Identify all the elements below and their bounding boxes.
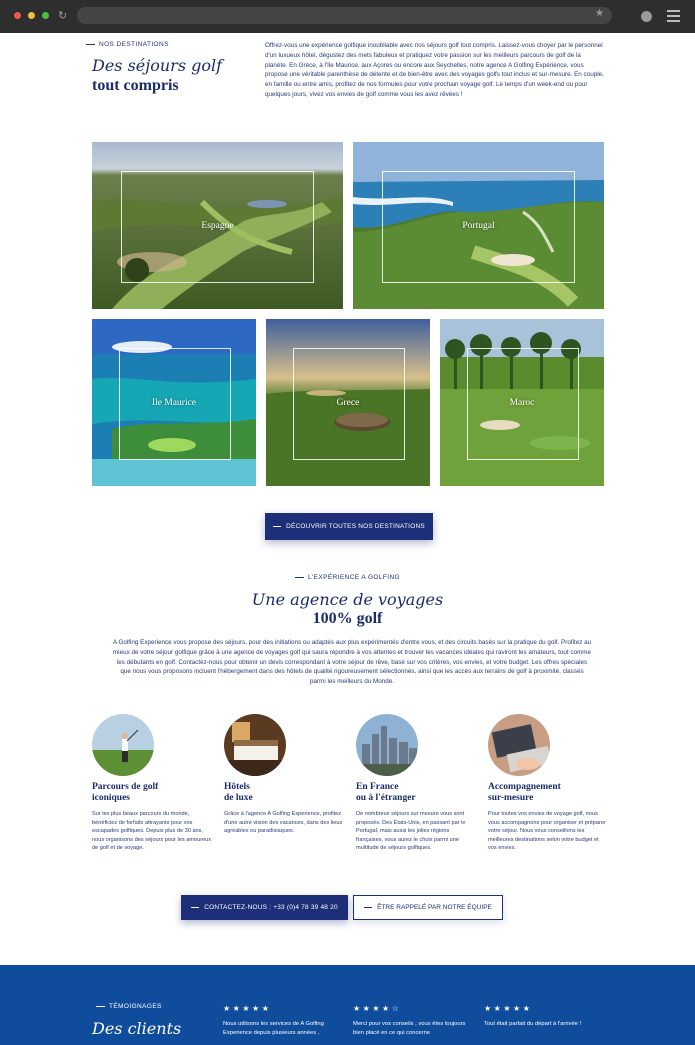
star-rating-icon: ★★★★★ [484,1004,533,1013]
city-skyline-photo [356,714,418,776]
feature-tailor-made [488,714,608,853]
title-line-2: tout compris [92,77,179,94]
title-line-1: Une agence de voyages [251,590,444,609]
star-rating-icon: ★★★★☆ [353,1004,402,1013]
dash-icon [273,526,281,527]
destination-label: Espagne [201,220,234,231]
feature-description: Pour toutes vos envies de voyage golf, nous vous accompagnons pour organiser et préparer votre séjour. Nous vous conseillons les meilleures destinations selon votre budget et vos envies. [488,811,606,852]
section-kicker-destinations: NOS DESTINATIONS [86,41,169,48]
section-title-testimonials: Des clients [92,1019,182,1038]
golfer-photo [92,714,154,776]
feature-description: Grâce à l'agence A Golfing Experience, profitez d'une autre vision des vacances, dans des lieux agréables ou paradisiaques. [224,811,343,835]
testimonial-text: Tout était parfait du départ à l'arrivée ! [484,1021,582,1027]
star-icon[interactable]: ★ [595,8,604,19]
laptop-photo [488,714,550,776]
button-label: DÉCOUVRIR TOUTES NOS DESTINATIONS [286,523,425,530]
account-icon[interactable] [641,11,652,22]
destination-label: Maroc [509,397,535,408]
hotel-room-photo [224,714,286,776]
feature-description: De nombreux séjours sur mesure vous sont proposés. Des États-Unis, en passant par le Portugal, mais aussi les jolies régions françaises, vous aurez le choix parmi une multitude de séjours golfiques. [356,811,466,852]
testimonial-card [223,1004,338,1037]
section-title-destinations [92,56,222,96]
destination-card-grece[interactable] [266,319,430,486]
testimonial-card [353,1004,468,1037]
feature-france-abroad [356,714,476,853]
feature-title: Hôtels de luxe [224,782,253,803]
feature-title: Parcours de golf iconiques [92,782,159,803]
destination-label: Ile Maurice [151,397,197,408]
testimonial-card [484,1004,599,1029]
minimize-window-button[interactable] [28,12,35,19]
section-kicker-testimonials: TÉMOIGNAGES [96,1003,162,1010]
maximize-window-button[interactable] [42,12,49,19]
destination-card-ile-maurice[interactable] [92,319,256,486]
button-label: ÊTRE RAPPELÉ PAR NOTRE ÉQUIPE [377,904,492,911]
title-line-2: 100% golf [312,610,383,627]
feature-description: Sur les plus beaux parcours du monde, bénéficiez de forfaits attrayants pour vos escapades golfiques. Depuis plus de 30 ans, nous organisons des séjours pour les amoureux de golf et de voyage. [92,811,212,852]
feature-luxury-hotels [224,714,344,836]
browser-toolbar [0,0,695,33]
agency-paragraph: A Golfing Experience vous propose des séjours, pour des initiations ou adaptés aux plus expérimentés d'entre vous, et des circuits basés sur la pratique du golf. Profitez au mieux de votre séjour golfique grâce à une agence de voyages golf qui saura répondre à vos attentes et trouver les vacances idéales qui raviront les amateurs, tout comme les débutants en golf. Contactez-nous pour obtenir un devis correspondant à votre séjour de rêve, basé sur vos critères, vos envies, et votre budget. Les offres spéciales que nous vous proposons incluent l'hébergement dans des hôtels de qualité rigoureusement sélectionnés, ainsi que les accès aux terrains de golf à proximité, classés parmi les meilleurs du Monde. [112,639,592,686]
feature-golf-courses [92,714,212,853]
dash-icon [191,907,199,908]
destination-card-portugal[interactable] [353,142,604,309]
hamburger-icon[interactable] [667,10,680,25]
star-rating-icon: ★★★★★ [223,1004,272,1013]
destination-label: Grece [336,397,360,408]
title-line-1: Des séjours golf [92,56,223,75]
intro-paragraph: Offrez-vous une expérience golfique inoubliable avec nos séjours golf tout compris. Laissez-vous choyer par le personnel d'un luxueux hôtel, dégustez des mets fabuleux et pratiquez votre passion sur les meilleurs parcours de golf de la planète. En Grèce, à l'île Maurice, aux Açores ou encore aux Seychelles, notre agence A Golfing Expérience, vous propose une véritable parenthèse de détente et de bien-être avec des voyages golfs tout inclus et sur-mesure. En couple, en famille ou entre amis, profitez de nos formules pour votre prochain voyage golf. Le temps d'un week-end ou pour quelques jours, vivez vos envies de golf comme vous les avez rêvées ! [265,42,604,98]
button-label: CONTACTEZ-NOUS : +33 (0)4 78 39 48 20 [204,904,338,911]
callback-request-button[interactable] [353,895,503,920]
feature-title: En France ou à l'étranger [356,782,416,803]
close-window-button[interactable] [14,12,21,19]
testimonial-text: Nous utilisons les services de A Golfing Experience depuis plusieurs années , [223,1021,324,1036]
destination-label: Portugal [462,220,495,231]
destination-card-espagne[interactable] [92,142,343,309]
feature-title: Accompagnement sur-mesure [488,782,561,803]
testimonial-text: Merci pour vos conseils , vous êtes toujours bien placé en ce qui concerne [353,1021,466,1036]
address-bar[interactable] [77,7,612,24]
contact-phone-button[interactable] [181,895,348,920]
reload-icon[interactable]: ↻ [58,10,68,22]
destination-card-maroc[interactable] [440,319,604,486]
discover-destinations-button[interactable] [265,513,433,540]
section-kicker-agency: L'EXPÉRIENCE A GOLFING [0,574,695,581]
dash-icon [364,907,372,908]
section-title-agency [0,590,695,628]
